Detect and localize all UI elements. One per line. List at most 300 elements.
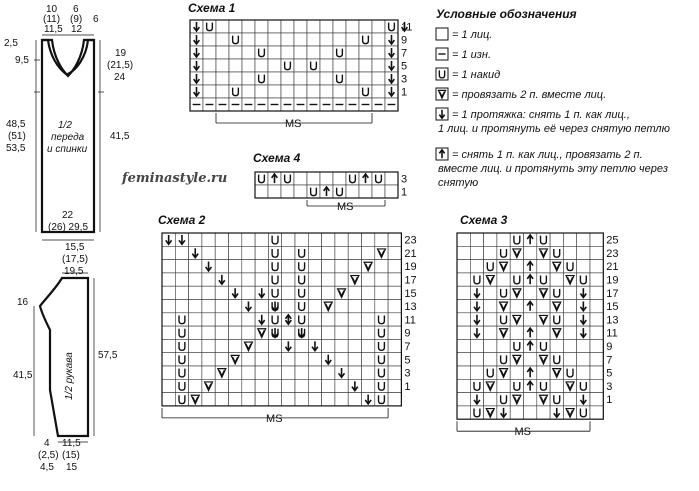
grid-cell	[590, 286, 603, 299]
grid-cell	[308, 313, 321, 326]
grid-cell	[320, 85, 333, 98]
front-top-left-sub2: 11,5	[44, 24, 63, 35]
grid-cell	[255, 20, 268, 33]
sleeve-bottom-c: 15	[66, 462, 78, 473]
grid-cell	[457, 246, 470, 259]
row-number: 9	[404, 327, 411, 340]
grid-cell	[457, 379, 470, 392]
row-number: 5	[606, 367, 613, 380]
legend-item-text-2: вместе лиц. и протянуть эту петлю через	[438, 163, 668, 175]
grid-cell	[590, 406, 603, 419]
grid-cell	[388, 246, 401, 259]
grid-cell	[524, 393, 537, 406]
grid-cell	[510, 326, 523, 339]
grid-cell	[563, 300, 576, 313]
ms-label: MS	[266, 412, 283, 425]
grid-cell	[457, 366, 470, 379]
grid-cell	[590, 379, 603, 392]
grid-cell	[388, 286, 401, 299]
row-number: 1	[606, 394, 613, 407]
row-number: 7	[606, 354, 613, 367]
grid-cell	[372, 46, 385, 59]
grid-cell	[162, 286, 175, 299]
grid-cell	[242, 33, 255, 46]
grid-cell	[307, 33, 320, 46]
row-number: 1	[401, 186, 408, 199]
grid-cell	[590, 393, 603, 406]
grid-cell	[577, 366, 590, 379]
grid-cell	[295, 393, 308, 406]
grid-cell	[255, 366, 268, 379]
grid-cell	[388, 339, 401, 352]
legend-item-text: = 1 протяжка: снять 1 п. как лиц.,	[452, 109, 630, 121]
grid-cell	[322, 339, 335, 352]
ms-label: MS	[285, 118, 302, 130]
ms-label: MS	[514, 426, 531, 439]
grid-cell	[202, 313, 215, 326]
front-center-2: переда	[51, 132, 85, 143]
grid-cell	[457, 313, 470, 326]
grid-cell	[242, 85, 255, 98]
grid-cell	[537, 260, 550, 273]
grid-cell	[362, 313, 375, 326]
grid-cell	[484, 233, 497, 246]
legend	[436, 28, 670, 189]
legend-item-text: = снять 1 п. как лиц., провязать 2 п.	[452, 149, 643, 161]
grid-cell	[470, 366, 483, 379]
grid-cell	[162, 273, 175, 286]
grid-cell	[590, 260, 603, 273]
grid-cell	[537, 326, 550, 339]
grid-cell	[470, 246, 483, 259]
grid-cell	[457, 353, 470, 366]
front-left-b: 9,5	[15, 55, 29, 66]
grid-cell	[202, 339, 215, 352]
grid-cell	[242, 273, 255, 286]
grid-cell	[294, 85, 307, 98]
grid-cell	[346, 59, 359, 72]
front-bottom-a: 22	[62, 210, 74, 221]
legend-title: Условные обозначения	[436, 7, 577, 21]
sleeve-center: 1/2 рукава	[64, 352, 75, 400]
grid-cell	[322, 393, 335, 406]
grid-cell	[385, 172, 398, 185]
front-left-c: 48,5	[6, 119, 26, 130]
grid-cell	[295, 339, 308, 352]
grid-cell	[362, 286, 375, 299]
grid-cell	[335, 233, 348, 246]
grid-cell	[524, 286, 537, 299]
grid-cell	[333, 85, 346, 98]
scheme-1-title: Схема 1	[188, 1, 236, 15]
grid-cell	[524, 406, 537, 419]
grid-cell	[577, 339, 590, 352]
grid-cell	[457, 393, 470, 406]
grid-cell	[484, 393, 497, 406]
grid-cell	[202, 300, 215, 313]
legend-item-text-3: снятую	[438, 177, 479, 189]
row-number: 17	[404, 274, 417, 287]
grid-cell	[203, 72, 216, 85]
grid-cell	[282, 260, 295, 273]
grid-cell	[322, 233, 335, 246]
grid-cell	[282, 353, 295, 366]
grid-cell	[457, 326, 470, 339]
grid-cell	[375, 260, 388, 273]
grid-cell	[348, 300, 361, 313]
grid-cell	[268, 20, 281, 33]
grid-cell	[335, 379, 348, 392]
grid-cell	[359, 20, 372, 33]
row-number: 23	[404, 234, 417, 247]
row-number: 1	[404, 380, 411, 393]
row-number: 11	[606, 327, 618, 340]
grid-cell	[372, 185, 385, 198]
grid-cell	[348, 366, 361, 379]
empty-square-icon	[436, 28, 448, 40]
grid-cell	[550, 339, 563, 352]
grid-cell	[215, 246, 228, 259]
grid-cell	[215, 326, 228, 339]
grid-cell	[348, 233, 361, 246]
grid-cell	[268, 46, 281, 59]
grid-cell	[388, 260, 401, 273]
grid-cell	[162, 379, 175, 392]
row-number: 25	[606, 234, 619, 247]
grid-cell	[308, 393, 321, 406]
grid-cell	[388, 273, 401, 286]
grid-cell	[282, 366, 295, 379]
grid-cell	[229, 313, 242, 326]
grid-cell	[281, 185, 294, 198]
grid-cell	[308, 326, 321, 339]
grid-cell	[229, 59, 242, 72]
grid-cell	[537, 406, 550, 419]
grid-cell	[484, 326, 497, 339]
grid-cell	[255, 59, 268, 72]
grid-cell	[335, 260, 348, 273]
grid-cell	[268, 353, 281, 366]
sleeve-top-b: (17,5)	[62, 254, 89, 265]
grid-cell	[216, 33, 229, 46]
front-right-b: (21,5)	[107, 60, 134, 71]
grid-cell	[590, 326, 603, 339]
grid-cell	[348, 393, 361, 406]
scheme-3-title: Схема 3	[460, 213, 508, 227]
grid-cell	[590, 300, 603, 313]
grid-cell	[162, 393, 175, 406]
grid-cell	[203, 85, 216, 98]
grid-cell	[295, 366, 308, 379]
legend-item-text: = провязать 2 п. вместе лиц.	[452, 89, 607, 101]
grid-cell	[282, 286, 295, 299]
row-number: 23	[606, 247, 619, 260]
grid-cell	[255, 273, 268, 286]
grid-cell	[333, 172, 346, 185]
grid-cell	[497, 339, 510, 352]
row-number: 15	[606, 301, 619, 314]
grid-cell	[388, 300, 401, 313]
grid-cell	[281, 46, 294, 59]
grid-cell	[229, 326, 242, 339]
grid-cell	[335, 300, 348, 313]
grid-cell	[362, 246, 375, 259]
grid-cell	[577, 246, 590, 259]
grid-cell	[457, 339, 470, 352]
grid-cell	[320, 72, 333, 85]
grid-cell	[457, 300, 470, 313]
grid-cell	[268, 72, 281, 85]
grid-cell	[242, 366, 255, 379]
grid-cell	[362, 339, 375, 352]
grid-cell	[255, 85, 268, 98]
grid-cell	[268, 366, 281, 379]
grid-cell	[457, 406, 470, 419]
grid-cell	[295, 233, 308, 246]
grid-cell	[362, 379, 375, 392]
row-number: 5	[401, 60, 408, 73]
grid-cell	[322, 260, 335, 273]
grid-cell	[590, 246, 603, 259]
grid-cell	[242, 233, 255, 246]
grid-cell	[320, 46, 333, 59]
grid-cell	[229, 20, 242, 33]
grid-cell	[510, 260, 523, 273]
grid-cell	[484, 313, 497, 326]
watermark: feminastyle.ru	[122, 171, 228, 186]
grid-cell	[577, 353, 590, 366]
grid-cell	[307, 72, 320, 85]
grid-cell	[295, 353, 308, 366]
grid-cell	[372, 72, 385, 85]
grid-cell	[388, 366, 401, 379]
grid-cell	[388, 313, 401, 326]
row-number: 1	[401, 86, 408, 99]
row-number: 3	[401, 73, 408, 86]
grid-cell	[385, 185, 398, 198]
grid-cell	[255, 233, 268, 246]
grid-cell	[346, 46, 359, 59]
grid-cell	[281, 72, 294, 85]
row-number: 21	[404, 247, 417, 260]
grid-cell	[335, 353, 348, 366]
grid-cell	[346, 185, 359, 198]
grid-cell	[307, 20, 320, 33]
grid-cell	[524, 246, 537, 259]
grid-cell	[294, 172, 307, 185]
grid-cell	[359, 46, 372, 59]
grid-cell	[510, 366, 523, 379]
grid-cell	[229, 246, 242, 259]
grid-cell	[175, 273, 188, 286]
grid-cell	[242, 353, 255, 366]
grid-cell	[242, 59, 255, 72]
grid-cell	[189, 353, 202, 366]
sleeve-right-a: 57,5	[98, 350, 118, 361]
grid-cell	[348, 353, 361, 366]
row-number: 5	[404, 354, 411, 367]
grid-cell	[308, 353, 321, 366]
grid-cell	[242, 326, 255, 339]
grid-cell	[255, 379, 268, 392]
grid-cell	[333, 33, 346, 46]
grid-cell	[322, 273, 335, 286]
legend-item-text: = 1 изн.	[452, 49, 491, 61]
grid-cell	[175, 246, 188, 259]
grid-cell	[348, 246, 361, 259]
grid-cell	[307, 172, 320, 185]
grid-cell	[346, 72, 359, 85]
front-right-d: 41,5	[110, 131, 130, 142]
row-number: 3	[404, 367, 411, 380]
grid-cell	[255, 246, 268, 259]
grid-cell	[215, 233, 228, 246]
grid-cell	[229, 300, 242, 313]
front-left-a: 2,5	[4, 38, 18, 49]
sleeve-top-a: 15,5	[65, 242, 85, 253]
front-top-mid-sub: (9)	[70, 14, 83, 25]
front-top-left: 10	[46, 4, 58, 15]
sleeve-bottom-left-b: (2,5)	[38, 450, 59, 461]
grid-cell	[362, 353, 375, 366]
grid-cell	[348, 313, 361, 326]
grid-cell	[255, 393, 268, 406]
grid-cell	[563, 353, 576, 366]
grid-cell	[346, 33, 359, 46]
grid-cell	[189, 300, 202, 313]
grid-cell	[255, 353, 268, 366]
grid-cell	[577, 233, 590, 246]
row-number: 3	[606, 380, 613, 393]
grid-cell	[470, 260, 483, 273]
grid-cell	[229, 339, 242, 352]
grid-cell	[242, 246, 255, 259]
row-number: 13	[404, 301, 417, 314]
grid-cell	[162, 326, 175, 339]
scheme-2-title: Схема 2	[158, 213, 206, 227]
grid-cell	[203, 33, 216, 46]
grid-cell	[203, 59, 216, 72]
grid-cell	[359, 72, 372, 85]
grid-cell	[216, 20, 229, 33]
grid-cell	[362, 300, 375, 313]
grid-cell	[308, 286, 321, 299]
grid-cell	[457, 260, 470, 273]
grid-cell	[268, 85, 281, 98]
grid-cell	[242, 393, 255, 406]
grid-cell	[216, 85, 229, 98]
legend-item-text-2: 1 лиц. и протянуть её через снятую петлю	[438, 123, 670, 135]
grid-cell	[320, 33, 333, 46]
grid-cell	[537, 300, 550, 313]
grid-cell	[457, 286, 470, 299]
grid-cell	[162, 246, 175, 259]
front-center-3: и спинки	[47, 144, 88, 155]
grid-cell	[294, 185, 307, 198]
grid-cell	[563, 326, 576, 339]
grid-cell	[255, 339, 268, 352]
grid-cell	[457, 233, 470, 246]
grid-cell	[322, 379, 335, 392]
scheme-2-grid	[162, 233, 417, 425]
grid-cell	[242, 72, 255, 85]
grid-cell	[484, 300, 497, 313]
grid-cell	[242, 313, 255, 326]
grid-cell	[242, 260, 255, 273]
grid-cell	[215, 353, 228, 366]
grid-cell	[216, 59, 229, 72]
grid-cell	[189, 313, 202, 326]
scheme-4-title: Схема 4	[253, 151, 301, 165]
grid-cell	[484, 339, 497, 352]
grid-cell	[189, 326, 202, 339]
grid-cell	[322, 366, 335, 379]
grid-cell	[202, 273, 215, 286]
legend-item-text: = 1 накид	[452, 69, 501, 81]
sleeve-bottom-b: (15)	[62, 450, 80, 461]
scheme-3-grid	[457, 233, 619, 438]
grid-cell	[294, 33, 307, 46]
scheme-grids	[162, 20, 619, 438]
row-number: 3	[401, 173, 408, 186]
row-number: 19	[404, 261, 417, 274]
grid-cell	[268, 59, 281, 72]
grid-cell	[563, 339, 576, 352]
front-right-a: 19	[115, 48, 127, 59]
grid-cell	[308, 379, 321, 392]
row-number: 15	[404, 287, 417, 300]
grid-cell	[497, 233, 510, 246]
grid-cell	[348, 286, 361, 299]
row-number: 9	[606, 341, 613, 354]
grid-cell	[346, 20, 359, 33]
grid-cell	[189, 273, 202, 286]
grid-cell	[484, 353, 497, 366]
grid-cell	[229, 72, 242, 85]
grid-cell	[550, 233, 563, 246]
grid-cell	[255, 33, 268, 46]
grid-cell	[308, 366, 321, 379]
grid-cell	[362, 326, 375, 339]
grid-cell	[282, 233, 295, 246]
grid-cell	[282, 246, 295, 259]
grid-cell	[162, 260, 175, 273]
grid-cell	[255, 185, 268, 198]
grid-cell	[346, 85, 359, 98]
grid-cell	[281, 20, 294, 33]
grid-cell	[215, 286, 228, 299]
grid-cell	[268, 379, 281, 392]
grid-cell	[375, 273, 388, 286]
front-top-right: 6	[93, 14, 99, 25]
grid-cell	[282, 393, 295, 406]
grid-cell	[216, 46, 229, 59]
grid-cell	[202, 326, 215, 339]
row-number: 7	[404, 341, 411, 354]
sleeve-left-a: 16	[17, 297, 29, 308]
grid-cell	[577, 260, 590, 273]
grid-cell	[202, 353, 215, 366]
grid-cell	[307, 85, 320, 98]
grid-cell	[375, 286, 388, 299]
grid-cell	[322, 246, 335, 259]
grid-cell	[215, 339, 228, 352]
sleeve-bottom-a: 11,5	[62, 438, 81, 449]
grid-cell	[563, 246, 576, 259]
grid-cell	[510, 300, 523, 313]
front-left-e: 53,5	[6, 143, 26, 154]
grid-cell	[375, 233, 388, 246]
